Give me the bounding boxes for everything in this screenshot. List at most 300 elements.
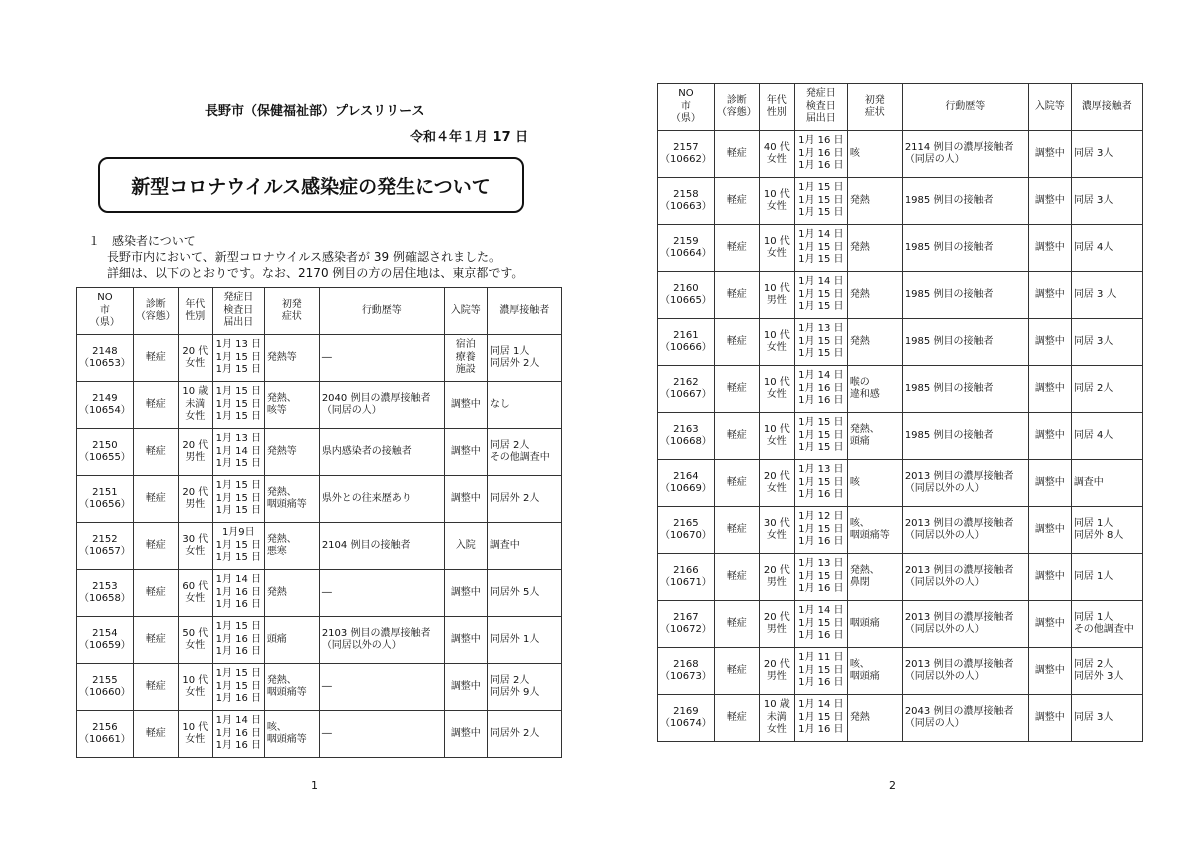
diagnosis-text: 軽症 bbox=[145, 633, 166, 645]
dates-cell bbox=[794, 507, 847, 554]
header-symptom bbox=[264, 288, 319, 335]
activity-history-cell bbox=[902, 366, 1028, 413]
hospitalization-text: 調整中 bbox=[1034, 429, 1065, 441]
diagnosis-text: 軽症 bbox=[726, 617, 747, 629]
initial-symptom-text: 咽頭痛等 bbox=[266, 499, 307, 510]
header-text: 行動歴等 bbox=[361, 304, 402, 316]
dates-text: 1月 15 日 bbox=[798, 570, 844, 582]
activity-history-cell bbox=[319, 664, 444, 711]
header-diagnosis bbox=[133, 288, 178, 335]
dates-text: 1月 14 日 bbox=[798, 605, 844, 617]
table-row bbox=[658, 648, 1143, 695]
case-number-text: 2159 bbox=[673, 235, 699, 247]
dates-text: 1月 16 日 bbox=[215, 646, 262, 658]
diagnosis-cell bbox=[714, 319, 759, 366]
dates-cell bbox=[794, 225, 847, 272]
dates-cell bbox=[794, 648, 847, 695]
case-number-cell bbox=[77, 523, 134, 570]
initial-symptom-text: 発熱、 bbox=[849, 423, 880, 435]
table-row bbox=[658, 272, 1143, 319]
hospitalization-cell bbox=[1028, 460, 1071, 507]
table-row bbox=[658, 131, 1143, 178]
diagnosis-text: 軽症 bbox=[726, 523, 747, 535]
close-contacts-cell bbox=[1071, 695, 1142, 742]
initial-symptom-cell bbox=[847, 272, 902, 319]
close-contacts-cell bbox=[487, 382, 561, 429]
age-sex-cell bbox=[178, 711, 212, 758]
diagnosis-text: 軽症 bbox=[145, 586, 166, 598]
close-contacts-cell bbox=[1071, 413, 1142, 460]
initial-symptom-text: 発熱 bbox=[849, 288, 870, 300]
close-contacts-text: 同居 3人 bbox=[1073, 335, 1114, 347]
hospitalization-text: 調整中 bbox=[450, 727, 481, 739]
activity-history-cell bbox=[902, 648, 1028, 695]
table-row bbox=[77, 335, 562, 382]
table-header-row bbox=[658, 84, 1143, 131]
close-contacts-cell bbox=[487, 523, 561, 570]
age-sex-text: 10 代 bbox=[763, 376, 790, 388]
hospitalization-text: 調整中 bbox=[1034, 570, 1065, 582]
case-number-text: 2165 bbox=[673, 517, 699, 529]
activity-history-text: 2043 例目の濃厚接触者 bbox=[904, 705, 1014, 717]
close-contacts-cell bbox=[487, 476, 561, 523]
initial-symptom-text: 咳等 bbox=[266, 405, 287, 416]
header-history bbox=[902, 84, 1028, 131]
dates-cell bbox=[212, 617, 264, 664]
age-sex-cell bbox=[178, 523, 212, 570]
header-text: （容態） bbox=[716, 107, 757, 118]
diagnosis-text: 軽症 bbox=[726, 147, 747, 159]
close-contacts-text: 同居 4人 bbox=[1073, 429, 1114, 441]
dates-text: 1月 13 日 bbox=[798, 558, 844, 570]
dates-cell bbox=[212, 711, 264, 758]
header-text: 検査日 bbox=[223, 304, 254, 316]
activity-history-text: 2013 例目の濃厚接触者 bbox=[904, 517, 1014, 529]
hospitalization-cell bbox=[1028, 319, 1071, 366]
activity-history-text: 2104 例目の接触者 bbox=[321, 539, 411, 551]
initial-symptom-cell bbox=[264, 335, 319, 382]
case-number-text: 2155 bbox=[92, 674, 118, 686]
activity-history-cell bbox=[319, 335, 444, 382]
hospitalization-text: 調整中 bbox=[1034, 711, 1065, 723]
case-number-cell bbox=[658, 413, 715, 460]
table-row bbox=[658, 507, 1143, 554]
dates-text: 1月 13 日 bbox=[798, 323, 844, 335]
header-text: 市 bbox=[680, 100, 691, 112]
diagnosis-cell bbox=[133, 476, 178, 523]
close-contacts-text: 同居 3人 bbox=[1073, 711, 1114, 723]
hospitalization-cell bbox=[444, 476, 487, 523]
hospitalization-text: 調整中 bbox=[1034, 382, 1065, 394]
activity-history-text: 2103 例目の濃厚接触者 bbox=[321, 627, 431, 639]
initial-symptom-cell bbox=[847, 131, 902, 178]
close-contacts-cell bbox=[487, 570, 561, 617]
dates-text: 1月 15 日 bbox=[798, 301, 844, 313]
activity-history-cell bbox=[319, 429, 444, 476]
diagnosis-cell bbox=[133, 664, 178, 711]
age-sex-text: 女性 bbox=[766, 154, 787, 165]
dates-cell bbox=[212, 523, 264, 570]
dates-text: 1月 16 日 bbox=[215, 740, 262, 752]
diagnosis-cell bbox=[133, 429, 178, 476]
hospitalization-text: 施設 bbox=[455, 364, 476, 376]
age-sex-text: 20 代 bbox=[763, 564, 790, 576]
dates-cell bbox=[212, 664, 264, 711]
dates-cell bbox=[794, 554, 847, 601]
table-row bbox=[77, 476, 562, 523]
close-contacts-cell bbox=[1071, 178, 1142, 225]
close-contacts-text: 調査中 bbox=[489, 539, 520, 551]
activity-history-cell bbox=[319, 523, 444, 570]
table-row bbox=[77, 617, 562, 664]
case-number-cell bbox=[77, 711, 134, 758]
close-contacts-cell bbox=[1071, 507, 1142, 554]
dates-text: 1月 15 日 bbox=[798, 254, 844, 266]
hospitalization-text: 調整中 bbox=[450, 492, 481, 504]
close-contacts-text: 同居 1人 bbox=[1073, 611, 1114, 623]
activity-history-cell bbox=[902, 131, 1028, 178]
close-contacts-text: その他調査中 bbox=[489, 452, 550, 463]
close-contacts-text: その他調査中 bbox=[1073, 624, 1134, 635]
initial-symptom-cell bbox=[847, 319, 902, 366]
age-sex-cell bbox=[178, 617, 212, 664]
dates-cell bbox=[794, 131, 847, 178]
case-number-text: （10667） bbox=[660, 389, 712, 400]
initial-symptom-cell bbox=[847, 460, 902, 507]
age-sex-cell bbox=[759, 272, 794, 319]
hospitalization-text: 療養 bbox=[455, 351, 476, 363]
header-text: 性別 bbox=[185, 311, 206, 322]
activity-history-text: ― bbox=[321, 680, 332, 692]
age-sex-cell bbox=[759, 131, 794, 178]
close-contacts-text: 同居外 3人 bbox=[1073, 671, 1124, 682]
case-number-cell bbox=[77, 429, 134, 476]
activity-history-text: （同居の人） bbox=[904, 154, 965, 165]
dates-text: 1月 15 日 bbox=[215, 621, 262, 633]
initial-symptom-cell bbox=[264, 429, 319, 476]
dates-text: 1月 16 日 bbox=[798, 382, 844, 394]
age-sex-text: 女性 bbox=[185, 358, 206, 369]
initial-symptom-text: 発熱等 bbox=[266, 351, 297, 363]
dates-text: 1月 15 日 bbox=[798, 207, 844, 219]
diagnosis-cell bbox=[714, 648, 759, 695]
case-number-text: （10655） bbox=[79, 452, 131, 463]
case-number-text: 2150 bbox=[92, 439, 118, 451]
diagnosis-text: 軽症 bbox=[145, 727, 166, 739]
close-contacts-text: 同居外 2人 bbox=[489, 492, 540, 504]
activity-history-cell bbox=[319, 570, 444, 617]
activity-history-cell bbox=[902, 554, 1028, 601]
hospitalization-cell bbox=[1028, 695, 1071, 742]
age-sex-text: 60 代 bbox=[182, 580, 209, 592]
age-sex-cell bbox=[178, 664, 212, 711]
activity-history-text: （同居の人） bbox=[321, 405, 382, 416]
dates-text: 1月 15 日 bbox=[215, 492, 262, 504]
initial-symptom-text: 咳、 bbox=[849, 517, 870, 529]
activity-history-cell bbox=[319, 476, 444, 523]
case-number-cell bbox=[658, 507, 715, 554]
dates-text: 1月 15 日 bbox=[215, 386, 262, 398]
header-text: （県） bbox=[89, 317, 120, 329]
case-number-cell bbox=[77, 335, 134, 382]
table-row bbox=[658, 695, 1143, 742]
close-contacts-cell bbox=[487, 664, 561, 711]
table-row bbox=[658, 413, 1143, 460]
header-text: 発症日 bbox=[805, 88, 836, 100]
age-sex-text: 20 代 bbox=[182, 439, 209, 451]
hospitalization-text: 入院 bbox=[455, 539, 476, 551]
hospitalization-cell bbox=[444, 664, 487, 711]
diagnosis-text: 軽症 bbox=[145, 398, 166, 410]
dates-cell bbox=[212, 476, 264, 523]
hospitalization-text: 調整中 bbox=[1034, 476, 1065, 488]
hospitalization-text: 調整中 bbox=[450, 680, 481, 692]
dates-text: 1月 15 日 bbox=[215, 552, 262, 564]
table-row bbox=[77, 570, 562, 617]
dates-text: 1月 16 日 bbox=[798, 160, 844, 172]
age-sex-text: 10 代 bbox=[182, 674, 209, 686]
diagnosis-cell bbox=[133, 382, 178, 429]
hospitalization-cell bbox=[444, 570, 487, 617]
table-row bbox=[658, 601, 1143, 648]
close-contacts-text: 同居 3人 bbox=[1073, 147, 1114, 159]
age-sex-text: 女性 bbox=[766, 248, 787, 259]
dates-text: 1月 14 日 bbox=[798, 370, 844, 382]
dates-text: 1月 15 日 bbox=[798, 711, 844, 723]
diagnosis-cell bbox=[714, 554, 759, 601]
diagnosis-cell bbox=[133, 570, 178, 617]
close-contacts-cell bbox=[1071, 272, 1142, 319]
close-contacts-text: 同居 1人 bbox=[489, 345, 530, 357]
dates-cell bbox=[794, 460, 847, 507]
initial-symptom-text: 咳 bbox=[849, 476, 860, 488]
dates-text: 1月 14 日 bbox=[215, 715, 262, 727]
table-row bbox=[658, 460, 1143, 507]
age-sex-text: 女性 bbox=[766, 342, 787, 353]
table-row bbox=[658, 178, 1143, 225]
case-number-text: 2148 bbox=[92, 345, 118, 357]
age-sex-cell bbox=[759, 507, 794, 554]
case-number-cell bbox=[658, 601, 715, 648]
header-text: 診断 bbox=[145, 298, 166, 310]
dates-text: 1月 15 日 bbox=[798, 476, 844, 488]
age-sex-cell bbox=[759, 554, 794, 601]
close-contacts-cell bbox=[487, 711, 561, 758]
dates-text: 1月 15 日 bbox=[215, 351, 262, 363]
age-sex-text: 男性 bbox=[185, 452, 206, 463]
release-date: 令和４年１月 17 日 bbox=[410, 130, 529, 145]
activity-history-cell bbox=[319, 617, 444, 664]
dates-text: 1月 16 日 bbox=[215, 727, 262, 739]
age-sex-cell bbox=[759, 319, 794, 366]
diagnosis-text: 軽症 bbox=[726, 288, 747, 300]
age-sex-text: 10 代 bbox=[763, 282, 790, 294]
dates-text: 1月 16 日 bbox=[798, 677, 844, 689]
dates-text: 1月 15 日 bbox=[798, 664, 844, 676]
diagnosis-cell bbox=[133, 617, 178, 664]
case-number-cell bbox=[77, 617, 134, 664]
activity-history-cell bbox=[902, 695, 1028, 742]
age-sex-text: 女性 bbox=[185, 411, 206, 423]
hospitalization-text: 調整中 bbox=[1034, 664, 1065, 676]
header-history bbox=[319, 288, 444, 335]
age-sex-text: 未満 bbox=[766, 711, 787, 723]
hospitalization-text: 調整中 bbox=[1034, 617, 1065, 629]
diagnosis-text: 軽症 bbox=[726, 241, 747, 253]
dates-text: 1月 15 日 bbox=[215, 539, 262, 551]
dates-text: 1月 15 日 bbox=[798, 617, 844, 629]
diagnosis-text: 軽症 bbox=[726, 664, 747, 676]
case-number-text: 2164 bbox=[673, 470, 699, 482]
dates-text: 1月 14 日 bbox=[215, 445, 262, 457]
age-sex-text: 10 代 bbox=[182, 721, 209, 733]
dates-text: 1月 15 日 bbox=[215, 398, 262, 410]
initial-symptom-cell bbox=[847, 695, 902, 742]
diagnosis-cell bbox=[714, 178, 759, 225]
dates-text: 1月 15 日 bbox=[215, 411, 262, 423]
case-number-text: 2166 bbox=[673, 564, 699, 576]
case-number-text: 2168 bbox=[673, 658, 699, 670]
dates-text: 1月 15 日 bbox=[798, 429, 844, 441]
initial-symptom-cell bbox=[264, 617, 319, 664]
age-sex-text: 30 代 bbox=[182, 533, 209, 545]
header-text: 症状 bbox=[864, 107, 885, 118]
initial-symptom-text: 悪寒 bbox=[266, 546, 287, 557]
age-sex-text: 女性 bbox=[185, 593, 206, 604]
initial-symptom-cell bbox=[264, 664, 319, 711]
dates-text: 1月 15 日 bbox=[798, 335, 844, 347]
case-number-text: （10672） bbox=[660, 624, 712, 635]
cases-table-page-2 bbox=[657, 83, 1143, 742]
age-sex-text: 女性 bbox=[766, 201, 787, 212]
close-contacts-cell bbox=[1071, 460, 1142, 507]
case-number-cell bbox=[77, 664, 134, 711]
initial-symptom-text: 咽頭痛等 bbox=[266, 687, 307, 698]
age-sex-text: 女性 bbox=[185, 546, 206, 557]
initial-symptom-text: 発熱、 bbox=[266, 533, 297, 545]
hospitalization-text: 宿泊 bbox=[455, 339, 476, 351]
initial-symptom-cell bbox=[847, 507, 902, 554]
initial-symptom-cell bbox=[847, 601, 902, 648]
activity-history-cell bbox=[902, 413, 1028, 460]
initial-symptom-text: 咳、 bbox=[266, 721, 287, 733]
dates-cell bbox=[794, 272, 847, 319]
case-number-text: 2149 bbox=[92, 392, 118, 404]
dates-text: 1月 16 日 bbox=[798, 724, 844, 736]
table-header-row bbox=[77, 288, 562, 335]
case-number-text: 2163 bbox=[673, 423, 699, 435]
hospitalization-cell bbox=[444, 335, 487, 382]
activity-history-text: 2114 例目の濃厚接触者 bbox=[904, 141, 1014, 153]
document-title-text: 新型コロナウイルス感染症の発生について bbox=[131, 175, 491, 198]
initial-symptom-cell bbox=[264, 523, 319, 570]
initial-symptom-cell bbox=[847, 648, 902, 695]
age-sex-text: 男性 bbox=[766, 577, 787, 588]
hospitalization-text: 調整中 bbox=[1034, 523, 1065, 535]
age-sex-cell bbox=[759, 413, 794, 460]
hospitalization-text: 調整中 bbox=[1034, 147, 1065, 159]
activity-history-text: （同居以外の人） bbox=[321, 640, 402, 651]
dates-text: 1月 15 日 bbox=[798, 523, 844, 535]
age-sex-text: 女性 bbox=[185, 734, 206, 745]
header-age-sex bbox=[759, 84, 794, 131]
activity-history-text: 2013 例目の濃厚接触者 bbox=[904, 470, 1014, 482]
table-row bbox=[658, 225, 1143, 272]
header-text: （県） bbox=[670, 113, 701, 125]
case-number-text: （10670） bbox=[660, 530, 712, 541]
diagnosis-text: 軽症 bbox=[145, 539, 166, 551]
diagnosis-text: 軽症 bbox=[726, 382, 747, 394]
header-hospitalization bbox=[444, 288, 487, 335]
activity-history-text: ― bbox=[321, 727, 332, 739]
age-sex-text: 10 代 bbox=[763, 329, 790, 341]
close-contacts-text: 同居外 9人 bbox=[489, 687, 540, 698]
case-number-cell bbox=[658, 319, 715, 366]
dates-cell bbox=[212, 382, 264, 429]
age-sex-text: 女性 bbox=[766, 483, 787, 494]
table-row bbox=[77, 664, 562, 711]
header-text: 入院等 bbox=[450, 304, 481, 316]
activity-history-text: （同居以外の人） bbox=[904, 577, 985, 588]
header-symptom bbox=[847, 84, 902, 131]
hospitalization-text: 調整中 bbox=[450, 398, 481, 410]
close-contacts-cell bbox=[1071, 366, 1142, 413]
page-number: 1 bbox=[311, 779, 318, 792]
header-text: 届出日 bbox=[805, 113, 836, 125]
header-text: 初発 bbox=[281, 298, 302, 310]
activity-history-text: ― bbox=[321, 351, 332, 363]
age-sex-cell bbox=[759, 695, 794, 742]
diagnosis-text: 軽症 bbox=[726, 476, 747, 488]
initial-symptom-text: 発熱、 bbox=[266, 486, 297, 498]
header-text: 年代 bbox=[185, 298, 206, 310]
case-number-text: （10663） bbox=[660, 201, 712, 212]
dates-text: 1月 13 日 bbox=[215, 339, 262, 351]
close-contacts-text: 同居 2人 bbox=[489, 674, 530, 686]
dates-text: 1月 15 日 bbox=[798, 288, 844, 300]
hospitalization-text: 調整中 bbox=[450, 445, 481, 457]
section-line-1: 長野市内において、新型コロナウイルス感染者が 39 例確認されました。 bbox=[107, 250, 501, 264]
header-text: 入院等 bbox=[1034, 100, 1065, 112]
case-number-text: 2161 bbox=[673, 329, 699, 341]
initial-symptom-text: 違和感 bbox=[849, 389, 880, 400]
page-number: 2 bbox=[889, 779, 896, 792]
header-close-contacts bbox=[1071, 84, 1142, 131]
age-sex-cell bbox=[759, 601, 794, 648]
activity-history-text: （同居以外の人） bbox=[904, 671, 985, 682]
activity-history-cell bbox=[902, 460, 1028, 507]
dates-cell bbox=[794, 695, 847, 742]
case-number-text: （10664） bbox=[660, 248, 712, 259]
section-line-2: 詳細は、以下のとおりです。なお、2170 例目の方の居住地は、東京都です。 bbox=[107, 266, 524, 280]
age-sex-cell bbox=[178, 570, 212, 617]
diagnosis-cell bbox=[714, 460, 759, 507]
activity-history-text: 2040 例目の濃厚接触者 bbox=[321, 392, 431, 404]
initial-symptom-text: 発熱、 bbox=[266, 392, 297, 404]
diagnosis-cell bbox=[714, 131, 759, 178]
document-title bbox=[98, 157, 524, 213]
initial-symptom-cell bbox=[264, 476, 319, 523]
activity-history-text: （同居以外の人） bbox=[904, 483, 985, 494]
header-text: 診断 bbox=[726, 94, 747, 106]
age-sex-text: 男性 bbox=[766, 624, 787, 635]
close-contacts-text: 調査中 bbox=[1073, 476, 1104, 488]
diagnosis-text: 軽症 bbox=[726, 570, 747, 582]
dates-text: 1月 16 日 bbox=[798, 147, 844, 159]
diagnosis-text: 軽症 bbox=[145, 492, 166, 504]
initial-symptom-text: 咽頭痛 bbox=[849, 617, 880, 629]
age-sex-cell bbox=[759, 648, 794, 695]
